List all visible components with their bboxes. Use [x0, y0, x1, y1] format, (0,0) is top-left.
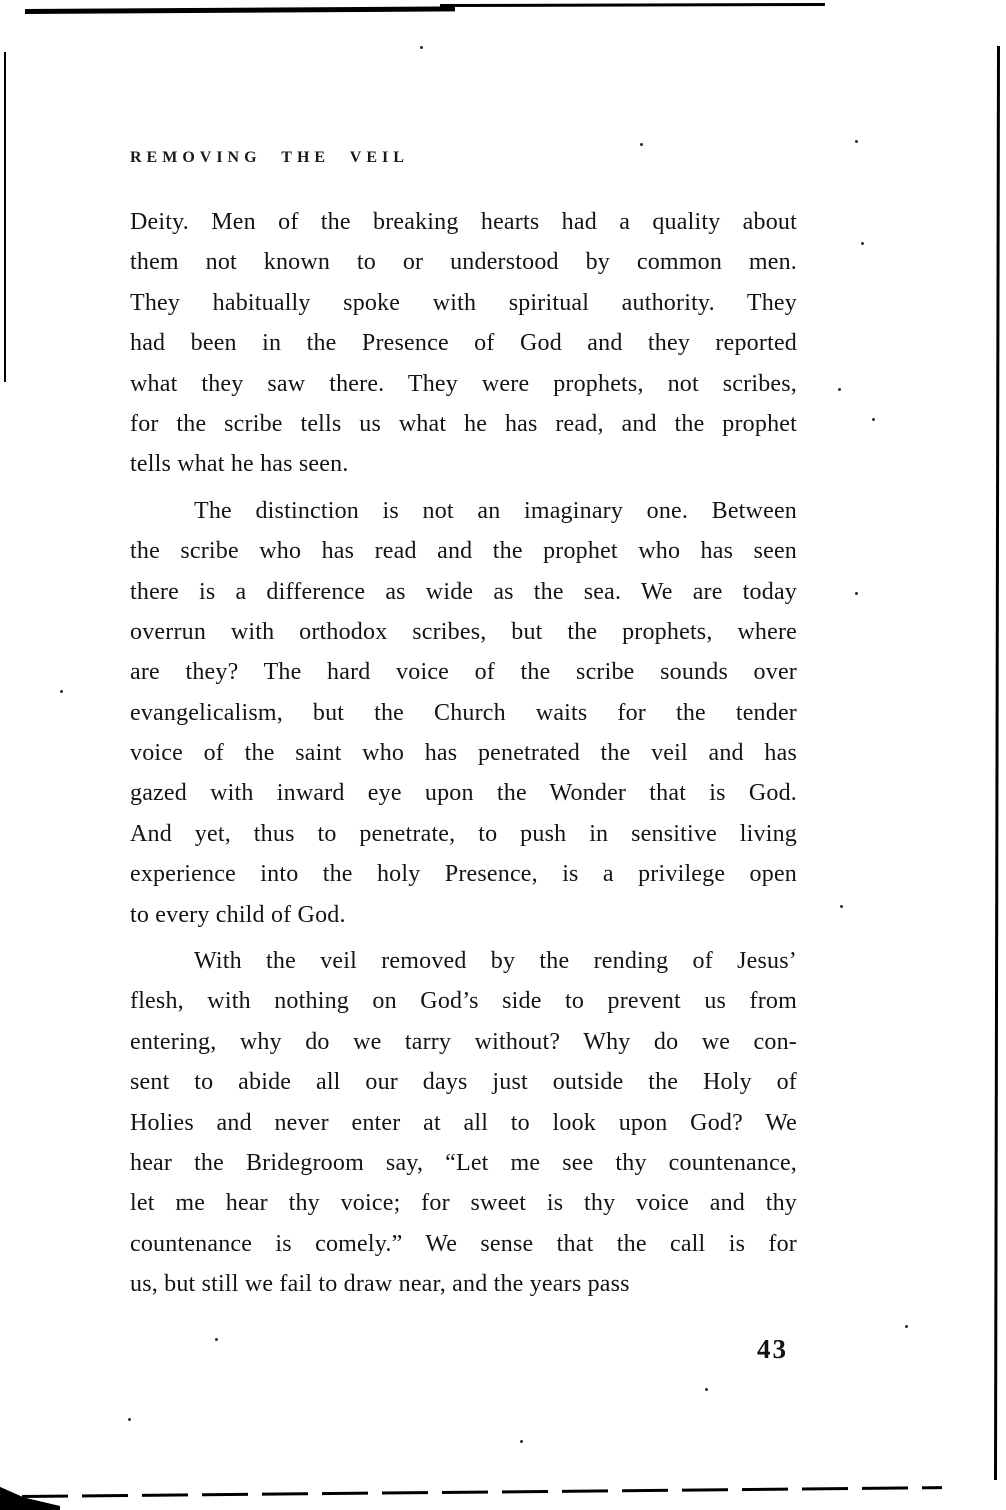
- text-line: Deity. Men of the breaking hearts had a quality about: [130, 209, 797, 235]
- scan-speck: [215, 1338, 218, 1341]
- scan-speck: [872, 418, 875, 421]
- scan-edge-right: [994, 46, 1000, 1480]
- scan-edge-bottom: [22, 1486, 942, 1498]
- text-line: us, but still we fail to draw near, and the years pass: [130, 1271, 630, 1298]
- scan-speck: [855, 592, 858, 595]
- text-line: flesh, with nothing on God’s side to prevent us from: [130, 988, 797, 1015]
- text-line: countenance is comely.” We sense that the call is for: [130, 1230, 797, 1257]
- page-body: [130, 202, 797, 1305]
- text-line: experience into the holy Presence, is a privilege open: [130, 861, 797, 888]
- running-header: REMOVING THE VEIL: [130, 149, 409, 166]
- page-number: 43: [757, 1334, 788, 1364]
- scan-speck: [640, 143, 643, 146]
- text-line: The distinction is not an imaginary one. Between: [194, 497, 797, 524]
- scan-corner-blob: [0, 1477, 60, 1510]
- text-line: And yet, thus to penetrate, to push in sensitive living: [130, 820, 797, 847]
- text-line: what they saw there. They were prophets, not scribes,: [130, 370, 797, 397]
- scan-speck: [838, 388, 841, 391]
- text-line: to every child of God.: [130, 901, 346, 928]
- text-line: entering, why do we tarry without? Why do we con-: [130, 1028, 797, 1055]
- scan-speck: [855, 140, 858, 143]
- text-line: Holies and never enter at all to look upon God? We: [130, 1109, 797, 1136]
- text-line: tells what he has seen.: [130, 451, 349, 478]
- text-line: the scribe who has read and the prophet who has seen: [130, 538, 797, 565]
- text-line: overrun with orthodox scribes, but the prophets, where: [130, 618, 797, 645]
- scan-speck: [520, 1440, 523, 1443]
- scan-speck: [128, 1418, 131, 1421]
- paragraph: [130, 941, 797, 1305]
- text-line: let me hear thy voice; for sweet is thy voice and thy: [130, 1190, 797, 1217]
- text-line: are they? The hard voice of the scribe sounds over: [130, 659, 797, 686]
- scan-edge-top: [25, 6, 455, 14]
- text-line: With the veil removed by the rending of Jesus’: [194, 948, 797, 975]
- scan-speck: [861, 242, 864, 245]
- text-line: They habitually spoke with spiritual authority. They: [130, 289, 797, 316]
- scan-speck: [840, 905, 843, 908]
- scan-speck: [905, 1325, 908, 1328]
- text-line: hear the Bridegroom say, “Let me see thy countenance,: [130, 1149, 797, 1176]
- scan-speck: [420, 46, 423, 49]
- scan-speck: [60, 690, 63, 693]
- scan-speck: [705, 1388, 708, 1391]
- text-line: for the scribe tells us what he has read, and the prophet: [130, 410, 797, 437]
- text-line: there is a difference as wide as the sea. We are today: [130, 578, 797, 605]
- text-line: gazed with inward eye upon the Wonder that is God.: [130, 780, 797, 807]
- text-line: voice of the saint who has penetrated the veil and has: [130, 740, 797, 767]
- paragraph: [130, 491, 797, 935]
- text-line: them not known to or understood by common men.: [130, 249, 797, 276]
- scan-edge-top: [440, 3, 825, 7]
- text-line: had been in the Presence of God and they reported: [130, 330, 797, 357]
- text-line: sent to abide all our days just outside the Holy of: [130, 1069, 797, 1096]
- scan-edge-left: [4, 52, 6, 382]
- paragraph: [130, 202, 797, 485]
- text-line: evangelicalism, but the Church waits for the tender: [130, 699, 797, 726]
